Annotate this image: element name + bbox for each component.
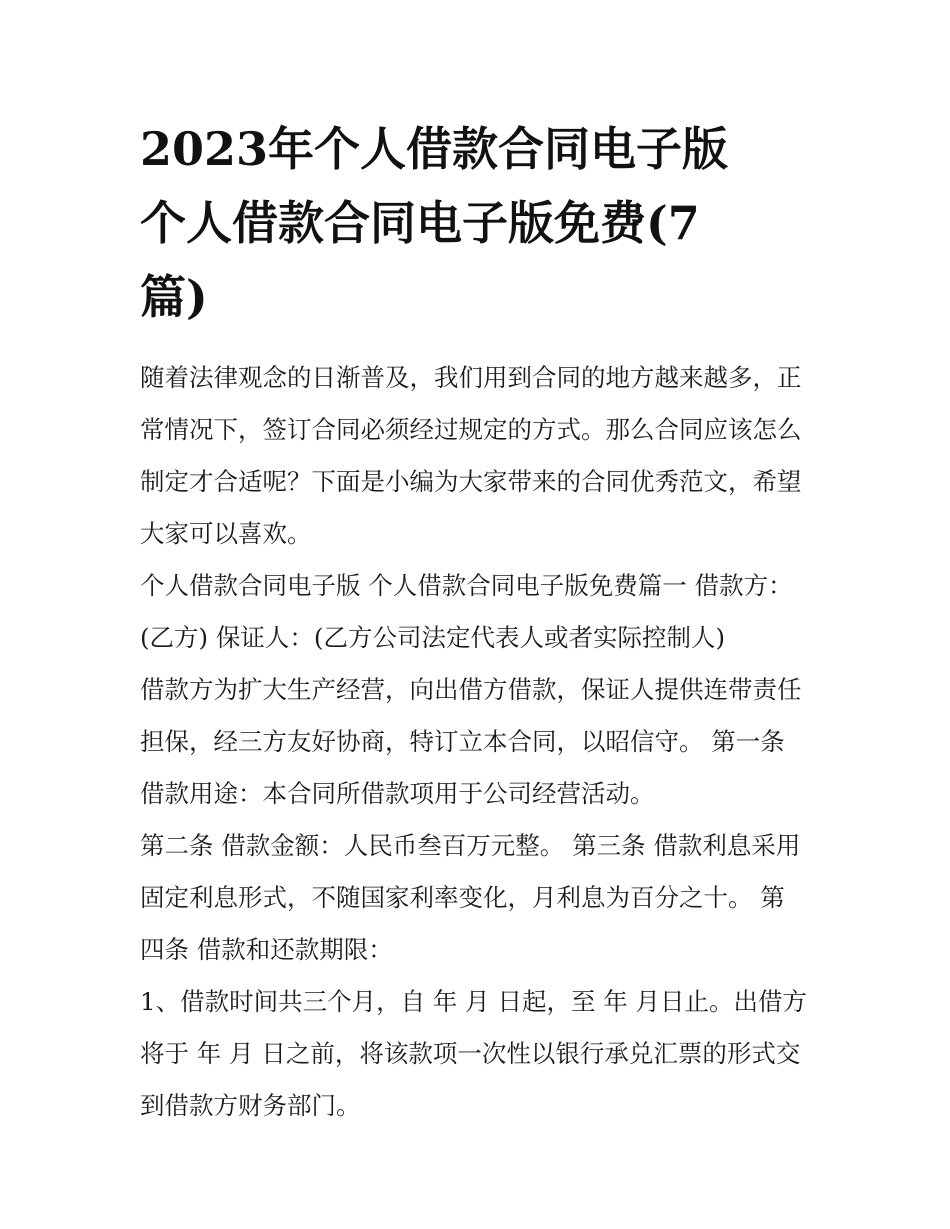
body-line-8: 担保，经三方友好协商，特订立本合同，以昭信守。 第一条 (140, 727, 785, 756)
body-line-7: 借款方为扩大生产经营，向出借方借款，保证人提供连带责任 (140, 675, 802, 704)
body-line-2: 常情况下，签订合同必须经过规定的方式。那么合同应该怎么 (140, 415, 802, 444)
body-line-4: 大家可以喜欢。 (140, 519, 312, 548)
body-line-9: 借款用途：本合同所借款项用于公司经营活动。 (140, 779, 655, 808)
document-body (140, 352, 815, 1132)
body-line-13: 1、借款时间共三个月，自 年 月 日起，至 年 月日止。出借方 (140, 987, 808, 1016)
body-line-5: 个人借款合同电子版 个人借款合同电子版免费篇一 借款方： (140, 571, 793, 600)
body-line-10: 第二条 借款金额：人民币叁百万元整。 第三条 借款利息采用 (140, 831, 801, 860)
title-line-3: 篇) (140, 270, 208, 324)
document-title (140, 112, 780, 334)
body-line-12: 四条 借款和还款期限： (140, 935, 393, 964)
body-line-1: 随着法律观念的日渐普及，我们用到合同的地方越来越多，正 (140, 363, 802, 392)
body-line-15: 到借款方财务部门。 (140, 1091, 361, 1120)
body-line-6: (乙方) 保证人：(乙方公司法定代表人或者实际控制人) (140, 623, 726, 652)
title-line-1: 2023年个人借款合同电子版 (140, 122, 729, 176)
body-line-14: 将于 年 月 日之前，将该款项一次性以银行承兑汇票的形式交 (140, 1039, 801, 1068)
body-line-3: 制定才合适呢？下面是小编为大家带来的合同优秀范文，希望 (140, 467, 802, 496)
body-line-11: 固定利息形式，不随国家利率变化，月利息为百分之十。 第 (140, 883, 785, 912)
title-line-2: 个人借款合同电子版免费(7 (140, 196, 700, 250)
